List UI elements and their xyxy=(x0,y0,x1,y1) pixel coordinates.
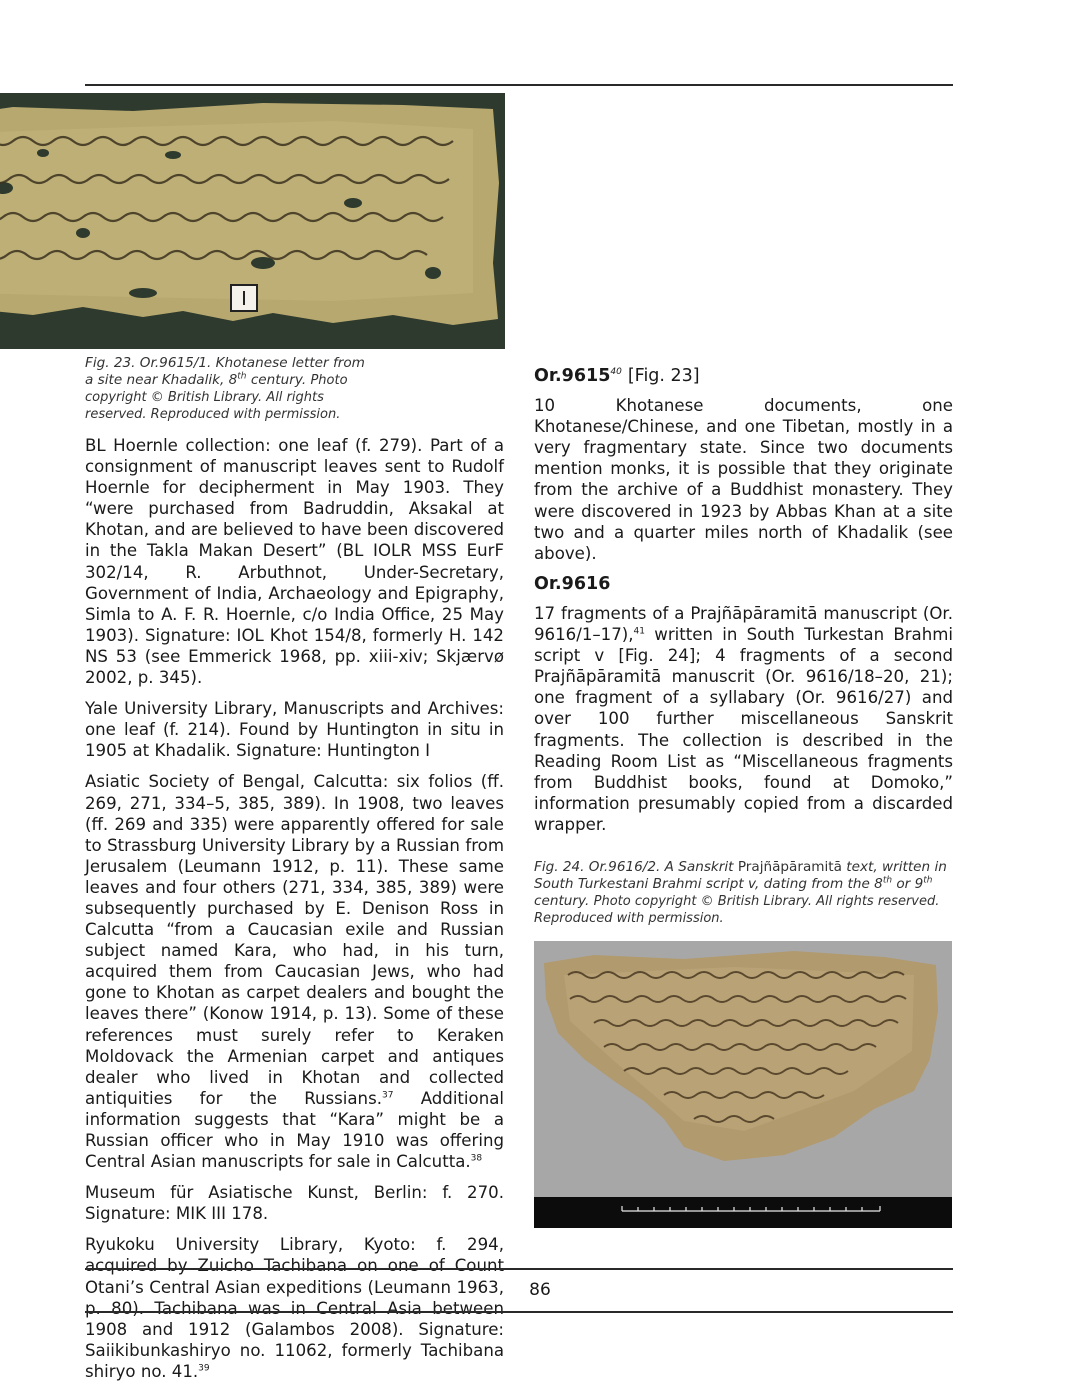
footnote-ref-40[interactable]: 40 xyxy=(610,367,622,378)
paragraph-asiatic-society-text: Asiatic Society of Bengal, Calcutta: six folios (ff. 269, 271, 334–5, 385, 389). In 1908, two leaves (ff. 269 and 335) were apparently offered for sale to Strassburg University Library by a Russian from Jerusalem (Leumann 1912, p. 11). These same leaves and four others (271, 334, 385, 389) were subsequently purchased by E. Denison Ross in Calcutta “from a Caucasian exile and Russian subject named Kara, who had, in his turn, acquired them from Caucasian Jews, who had gone to Khotan as carpet dealers and bought the leaves there” (Konow 1914, p. 13). Some of these references must surely refer to Keraken Moldovack the Armenian carpet and antiques dealer who lived in Khotan and collected antiquities for the Russians. xyxy=(85,772,504,1108)
paragraph-bl-hoernle xyxy=(85,435,504,688)
paragraph-asiatic-society-text-2: Additional information suggests that “Kara” might be a Russian officer who in May 1910 was offering Central Asian manuscripts for sale in Calcutta. xyxy=(85,1088,504,1172)
figure-23-caption-rights: Photo copyright © British Library. All rights reserved. Reproduced with permission. xyxy=(85,373,348,422)
page-number: 86 xyxy=(529,1280,551,1300)
paragraph-or9615 xyxy=(534,395,953,564)
paragraph-yale xyxy=(85,698,504,761)
footnote-ref-39[interactable]: 39 xyxy=(198,1363,210,1374)
section-heading-or9616-label: Or.9616 xyxy=(534,573,611,594)
left-column xyxy=(85,93,504,1392)
paragraph-berlin-museum xyxy=(85,1182,504,1224)
paragraph-ryukoku xyxy=(85,1234,504,1382)
section-heading-or9615-label: Or.9615 xyxy=(534,366,611,386)
figure-23-caption-text: Fig. 23. Or.9615/1. Khotanese letter from a site near Khadalik, 8 xyxy=(85,355,365,388)
footer-rule-bottom xyxy=(85,1311,953,1313)
figure-23-caption-text-2: century. xyxy=(246,372,311,388)
section-heading-or9615 xyxy=(534,366,953,387)
figure-24-caption-sup-1: th xyxy=(882,875,893,886)
section-heading-or9616 xyxy=(534,574,953,595)
paragraph-ryukoku-text: Ryukoku University Library, Kyoto: f. 294, acquired by Zuicho Tachibana on one of Count Otani’s Central Asian expeditions (Leumann 1963, p. 80). Tachibana was in Central Asia between 1908 and 1912 (Galambos 2008). Signature: Saiikibunkashiryo no. 11062, formerly Tachibana shiryo no. 41. xyxy=(85,1235,504,1381)
paragraph-or9616 xyxy=(534,603,953,835)
figure-24-caption-text-4: century. xyxy=(534,892,594,909)
paragraph-yale-text: Yale University Library, Manuscripts and Archives: one leaf (f. 214). Found by Huntington in situ in 1905 at Khadalik. Signature: Huntington I xyxy=(85,699,504,761)
figure-23-image xyxy=(0,93,505,349)
figure-24-caption-sup-2: th xyxy=(923,875,933,886)
paragraph-or9615-text: 10 Khotanese documents, one Khotanese/Chinese, and one Tibetan, mostly in a very fragmentary state. Since two documents mention monks, it is possible that they originate from the archive of a Buddhist monastery. They were discovered in 1923 by Abbas Khan at a site two and a quarter miles north of Khadalik (see above). xyxy=(534,396,953,563)
right-column xyxy=(534,366,953,1228)
footnote-ref-41[interactable]: 41 xyxy=(633,626,645,637)
paragraph-asiatic-society xyxy=(85,771,504,1172)
footer-rule-top xyxy=(85,1268,953,1270)
top-rule xyxy=(85,84,953,86)
footnote-ref-38[interactable]: 38 xyxy=(470,1153,483,1164)
figure-24-caption xyxy=(534,859,952,927)
paragraph-or9616-text: 17 fragments of a Prajñāpāramitā manuscript (Or. 9616/1–17), xyxy=(534,603,953,645)
figure-23-reference: [Fig. 23] xyxy=(627,366,700,386)
paragraph-or9616-text-2: written in South Turkestan Brahmi script v [Fig. 24]; 4 fragments of a second Prajñāpāramitā manuscrit (Or. 9616/18–20, 21); one fragment of a syllabary (Or. 9616/27) and over 100 further miscellaneous Sanskrit fragments. The collection is described in the Reading Room List as “Miscellaneous fragments from Buddhist books, found at Domoko,” information presumably copied from a discarded wrapper. xyxy=(534,625,953,834)
figure-24-caption-text-2: text, written in South Turkestani Brahmi script v, dating from the 8 xyxy=(534,858,947,892)
figure-24-caption-text: Fig. 24. Or.9616/2. A Sanskrit xyxy=(534,858,738,875)
figure-24-caption-text-3: or 9 xyxy=(892,875,924,892)
figure-24-caption-rights: Photo copyright © British Library. All rights reserved. Reproduced with permission. xyxy=(534,893,940,926)
figure-23-caption-sup: th xyxy=(237,371,247,382)
figure-24-image xyxy=(534,941,952,1228)
paragraph-bl-hoernle-text: BL Hoernle collection: one leaf (f. 279). Part of a consignment of manuscript leaves sent to Rudolf Hoernle for decipherment in May 1903. They “were purchased from Badruddin, Aksakal at Khotan, and are believed to have been discovered in the Takla Makan Desert” (BL IOLR MSS EurF 302/14, R. Arbuthnot, Under-Secretary, Government of India, Archaeology and Epigraphy, Simla to A. F. R. Hoernle, c/o India Office, 25 May 1903). Signature: IOL Khot 154/8, formerly H. 142 NS 53 (see Emmerick 1968, pp. xiii-xiv; Skjærvø 2002, p. 345). xyxy=(85,436,504,688)
paragraph-berlin-museum-text: Museum für Asiatische Kunst, Berlin: f. 270. Signature: MIK III 178. xyxy=(85,1183,504,1224)
figure-24-caption-upright: Prajñāpāramitā xyxy=(737,858,842,875)
footnote-ref-37[interactable]: 37 xyxy=(382,1090,394,1101)
